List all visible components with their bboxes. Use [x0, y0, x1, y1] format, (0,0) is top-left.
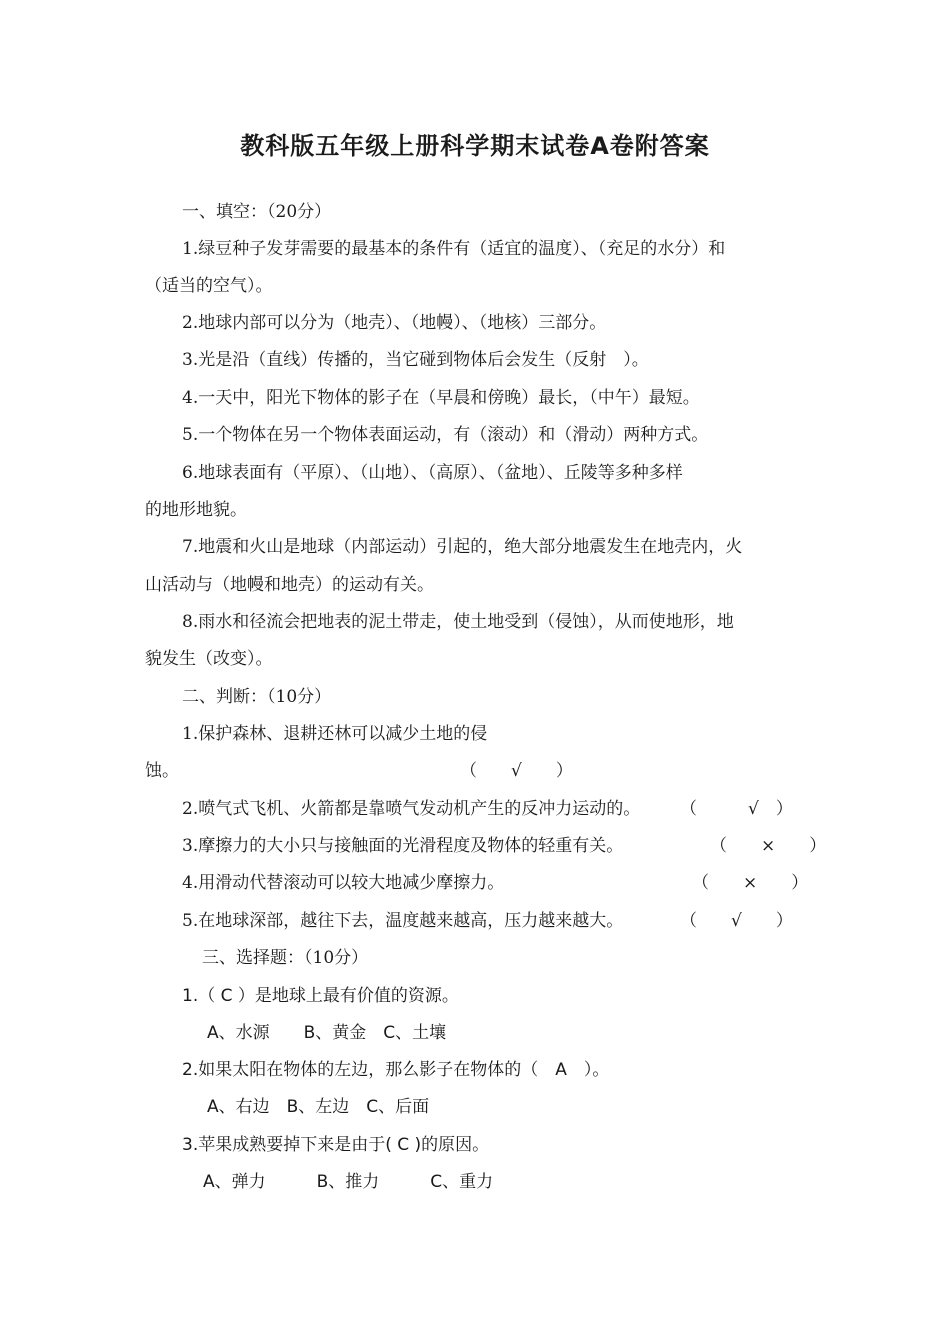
page-title: 教科版五年级上册科学期末试卷A卷附答案 [240, 132, 710, 160]
s1-q1-line2: （适当的空气）。 [145, 276, 273, 296]
s2-q1-line2: 蚀。 [145, 761, 179, 781]
s1-q4: 4.一天中，阳光下物体的影子在（早晨和傍晚）最长，（中午）最短。 [182, 388, 700, 408]
section2-heading: 二、判断：（10分） [182, 687, 332, 707]
s1-q5: 5.一个物体在另一个物体表面运动，有（滚动）和（滑动）两种方式。 [182, 425, 709, 445]
s2-q3-answer: （ × ） [710, 836, 827, 856]
s2-q2-answer: （ √ ） [680, 799, 793, 819]
s3-q3: 3.苹果成熟要掉下来是由于( C )的原因。 [182, 1135, 490, 1155]
s1-q6-line2: 的地形地貌。 [145, 500, 247, 520]
s2-q3: 3.摩擦力的大小只与接触面的光滑程度及物体的轻重有关。 [182, 836, 624, 856]
s3-q1: 1.（ C ）是地球上最有价值的资源。 [182, 986, 459, 1006]
s1-q1-line1: 1.绿豆种子发芽需要的最基本的条件有（适宜的温度）、（充足的水分）和 [182, 239, 726, 259]
s1-q2: 2.地球内部可以分为（地壳）、（地幔）、（地核）三部分。 [182, 313, 607, 333]
s1-q6-line1: 6.地球表面有（平原）、（山地）、（高原）、（盆地）、丘陵等多种多样 [182, 463, 683, 483]
s1-q8-line1: 8.雨水和径流会把地表的泥土带走，使土地受到（侵蚀），从而使地形，地 [182, 612, 734, 632]
s3-q3-options: A、弹力 B、推力 C、重力 [203, 1172, 494, 1192]
s3-q1-options: A、水源 B、黄金 C、土壤 [207, 1023, 447, 1043]
section1-heading: 一、填空：（20分） [182, 202, 332, 222]
s2-q5-answer: （ √ ） [680, 911, 793, 931]
s1-q8-line2: 貌发生（改变）。 [145, 649, 273, 669]
s1-q7-line2: 山活动与（地幔和地壳）的运动有关。 [145, 575, 434, 595]
s2-q1-line1: 1.保护森林、退耕还林可以减少土地的侵 [182, 724, 488, 744]
s1-q3: 3.光是沿（直线）传播的，当它碰到物体后会发生（反射 ）。 [182, 350, 649, 370]
s2-q4: 4.用滑动代替滚动可以较大地减少摩擦力。 [182, 873, 505, 893]
s2-q5: 5.在地球深部，越往下去，温度越来越高，压力越来越大。 [182, 911, 624, 931]
s2-q1-answer: （ √ ） [460, 761, 573, 781]
s3-q2-options: A、右边 B、左边 C、后面 [207, 1097, 430, 1117]
s2-q4-answer: （ × ） [692, 873, 809, 893]
s2-q2: 2.喷气式飞机、火箭都是靠喷气发动机产生的反冲力运动的。 [182, 799, 641, 819]
section3-heading: 三、选择题：（10分） [202, 948, 369, 968]
s1-q7-line1: 7.地震和火山是地球（内部运动）引起的，绝大部分地震发生在地壳内，火 [182, 537, 743, 557]
s3-q2: 2.如果太阳在物体的左边，那么影子在物体的（ A ）。 [182, 1060, 610, 1080]
